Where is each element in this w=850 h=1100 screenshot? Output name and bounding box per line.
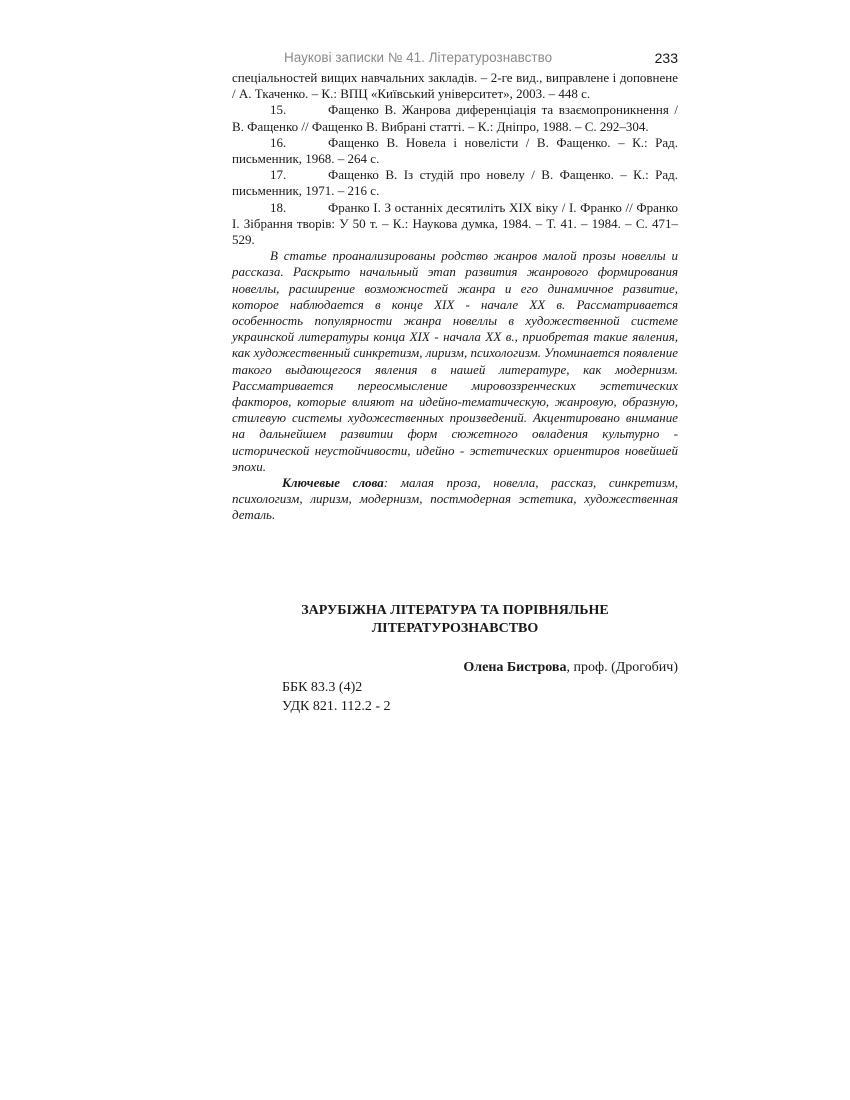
page-number: 233 xyxy=(654,50,678,66)
reference-number: 16. xyxy=(270,134,287,150)
reference-continuation: спеціальностей вищих навчальних закладів. – 2-ге вид., виправлене і доповнене / А. Ткаченко. – К.: ВПЦ «Київський університет», 2003. – 448 с. xyxy=(232,70,678,102)
reference-item-15 xyxy=(232,102,678,134)
journal-title: Наукові записки № 41. Літературознавство xyxy=(284,50,553,65)
author-affiliation: , проф. (Дрогобич) xyxy=(566,660,678,675)
keywords-separator: : xyxy=(383,475,389,491)
section-title xyxy=(232,602,678,638)
page-header xyxy=(232,50,678,70)
reference-text: Фащенко В. Із студій про новелу / В. Фащенко. – К.: Рад. письменник, 1971. – 216 с. xyxy=(232,167,678,199)
main-content xyxy=(232,70,678,524)
reference-item-17 xyxy=(232,167,678,199)
reference-number: 18. xyxy=(270,199,287,215)
section-title-line2: ЛІТЕРАТУРОЗНАВСТВО xyxy=(371,621,539,636)
reference-text: Фащенко В. Жанрова диференціація та взаємопроникнення / В. Фащенко // Фащенко В. Вибрані статті. – К.: Дніпро, 1988. – С. 292–304. xyxy=(232,102,678,134)
reference-number: 17. xyxy=(270,167,287,183)
keywords-text: малая проза, новелла, рассказ, синкретизм, психологизм, лиризм, модернизм, постмодерная эстетика, художественная деталь. xyxy=(232,475,678,523)
section-title-line1: ЗАРУБІЖНА ЛІТЕРАТУРА ТА ПОРІВНЯЛЬНЕ xyxy=(301,603,609,618)
reference-item-18 xyxy=(232,200,678,249)
reference-text: Франко І. З останніх десятиліть XIX віку / І. Франко // Франко І. Зібрання творів: У 50 т. – К.: Наукова думка, 1984. – Т. 41. – 1984. – С. 471–529. xyxy=(232,199,678,248)
reference-text: Фащенко В. Новела і новелісти / В. Фащенко. – К.: Рад. письменник, 1968. – 264 с. xyxy=(232,134,678,167)
keywords-paragraph xyxy=(232,475,678,524)
udk-code: УДК 821. 112.2 - 2 xyxy=(282,699,391,714)
keywords-label: Ключевые слова xyxy=(282,475,384,491)
reference-item-16 xyxy=(232,135,678,167)
author-line xyxy=(232,660,678,676)
reference-number: 15. xyxy=(270,102,287,118)
classification-codes xyxy=(282,678,391,716)
bbk-code: ББК 83.3 (4)2 xyxy=(282,680,363,695)
abstract-paragraph: В статье проанализированы родство жанров малой прозы новеллы и рассказа. Раскрыто начальный этап развития жанрового формирования новеллы, расширение возможностей жанра и его динамичное развитие, которое наблюдается в конце XIX - начале XX в. Рассматривается особенность популярности жанра новеллы в художественной системе украинской литературы конца XIX - начала XX в., приобретая такие явления, как художественный синкретизм, лиризм, психологизм. Упоминается появление такого выдающегося явления в нашей литературе, как модернизм. Рассматривается переосмысление мировоззренческих эстетических факторов, которые влияют на идейно-тематическую, жанровую, образную, стилевую системы художественных произведений. Акцентировано внимание на дальнейшем развитии форм сюжетного овладения культурно - исторической неустойчивости, идейно - эстетических ориентиров новейшей эпохи. xyxy=(232,248,678,474)
author-name: Олена Бистрова xyxy=(463,660,567,675)
